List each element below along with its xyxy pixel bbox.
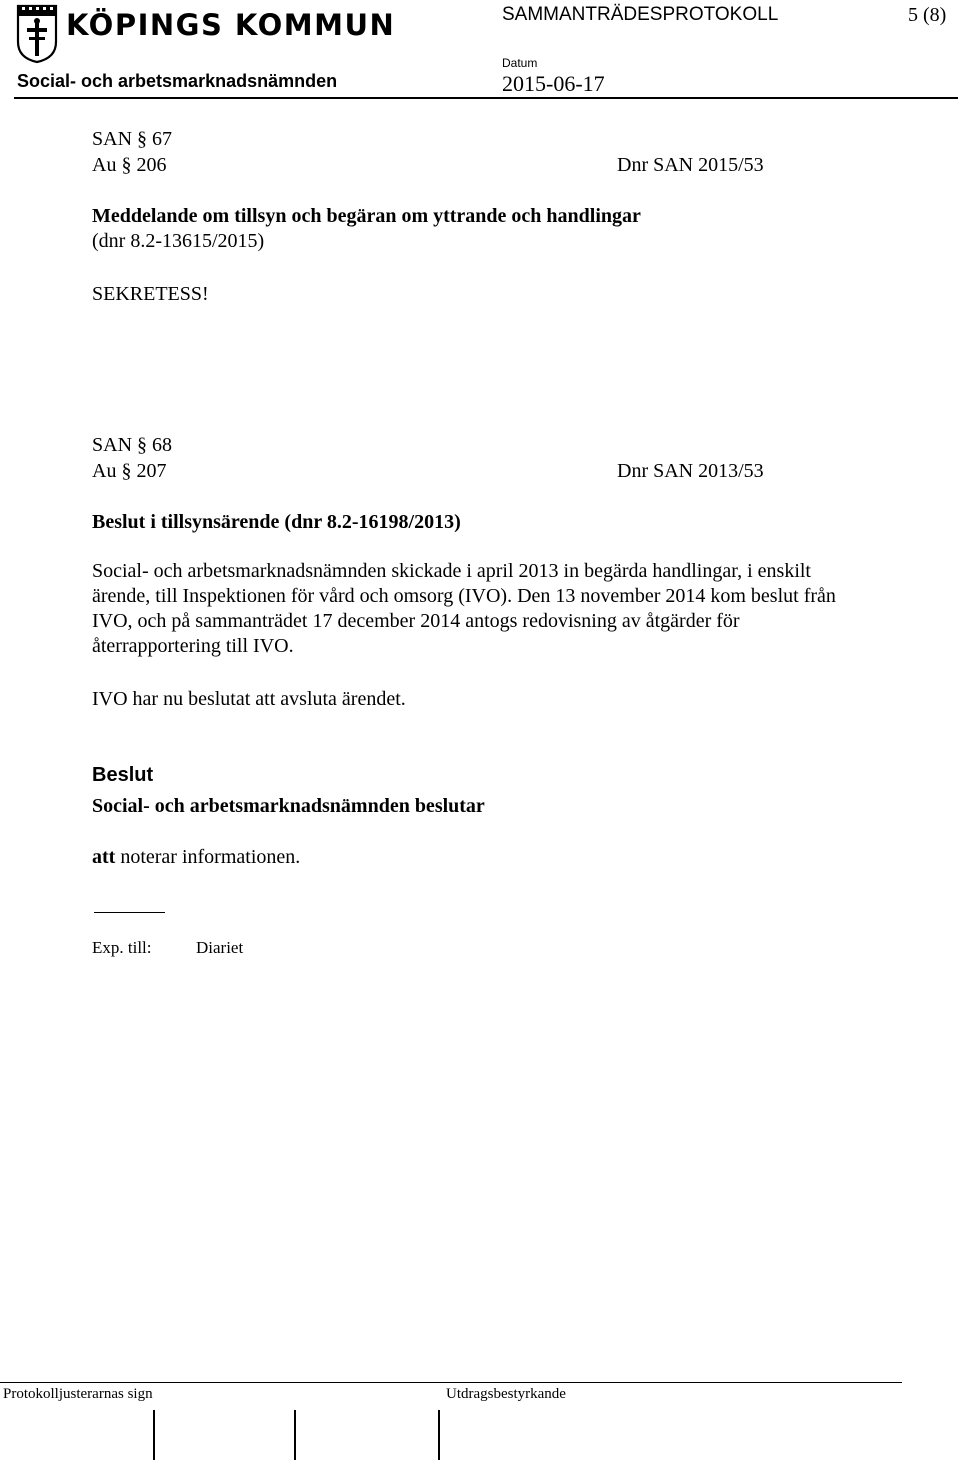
section-67-dnr: Dnr SAN 2015/53: [617, 154, 764, 176]
logo-text: KÖPINGS KOMMUN: [66, 8, 396, 42]
decision-att: att: [92, 846, 116, 868]
header-divider: [14, 97, 958, 99]
committee-name: Social- och arbetsmarknadsnämnden: [17, 71, 338, 91]
section-67-title-line1: Meddelande om tillsyn och begäran om yttrande och handlingar: [92, 205, 641, 227]
decision-heading: Beslut: [92, 764, 154, 786]
exp-label: Exp. till:: [92, 938, 152, 957]
page-number: 5 (8): [908, 4, 947, 26]
signature-field-1: [153, 1410, 155, 1460]
section-67-title-line2: (dnr 8.2-13615/2015): [92, 230, 265, 252]
exp-value: Diariet: [196, 938, 244, 957]
distribution-divider: [94, 912, 165, 913]
decision-text: noterar informationen.: [115, 846, 301, 868]
section-67-note: SEKRETESS!: [92, 283, 209, 305]
section-68-paragraph-1: Social- och arbetsmarknadsnämnden skickade i april 2013 in begärda handlingar, i enskilt ärende, till Inspektionen för vård och omsorg (IVO). Den 13 november 2014 kom beslut från IVO, och på sammanträdet 17 december 2014 antogs redovisning av åtgärder för återrapportering till IVO.: [92, 560, 836, 657]
section-68-dnr: Dnr SAN 2013/53: [617, 460, 764, 482]
footer-divider: [0, 1382, 902, 1383]
document-type: SAMMANTRÄDESPROTOKOLL: [502, 4, 779, 25]
date-value: 2015-06-17: [502, 71, 605, 96]
footer-signature-label: Protokolljusterarnas sign: [3, 1386, 153, 1402]
signature-field-2: [294, 1410, 296, 1460]
section-68-au: Au § 207: [92, 460, 167, 482]
decision-line: [92, 845, 300, 869]
section-67-au: Au § 206: [92, 154, 167, 176]
section-68-san: SAN § 68: [92, 434, 173, 456]
section-68-title: Beslut i tillsynsärende (dnr 8.2-16198/2013): [92, 511, 461, 533]
section-68-paragraph-2: IVO har nu beslutat att avsluta ärendet.: [92, 688, 406, 710]
signature-field-3: [438, 1410, 440, 1460]
section-67-san: SAN § 67: [92, 128, 173, 150]
date-label: Datum: [502, 56, 538, 70]
footer-certification-label: Utdragsbestyrkande: [446, 1386, 566, 1402]
decision-subheading: Social- och arbetsmarknadsnämnden beslutar: [92, 795, 485, 817]
kommun-crest-icon: [16, 4, 58, 64]
